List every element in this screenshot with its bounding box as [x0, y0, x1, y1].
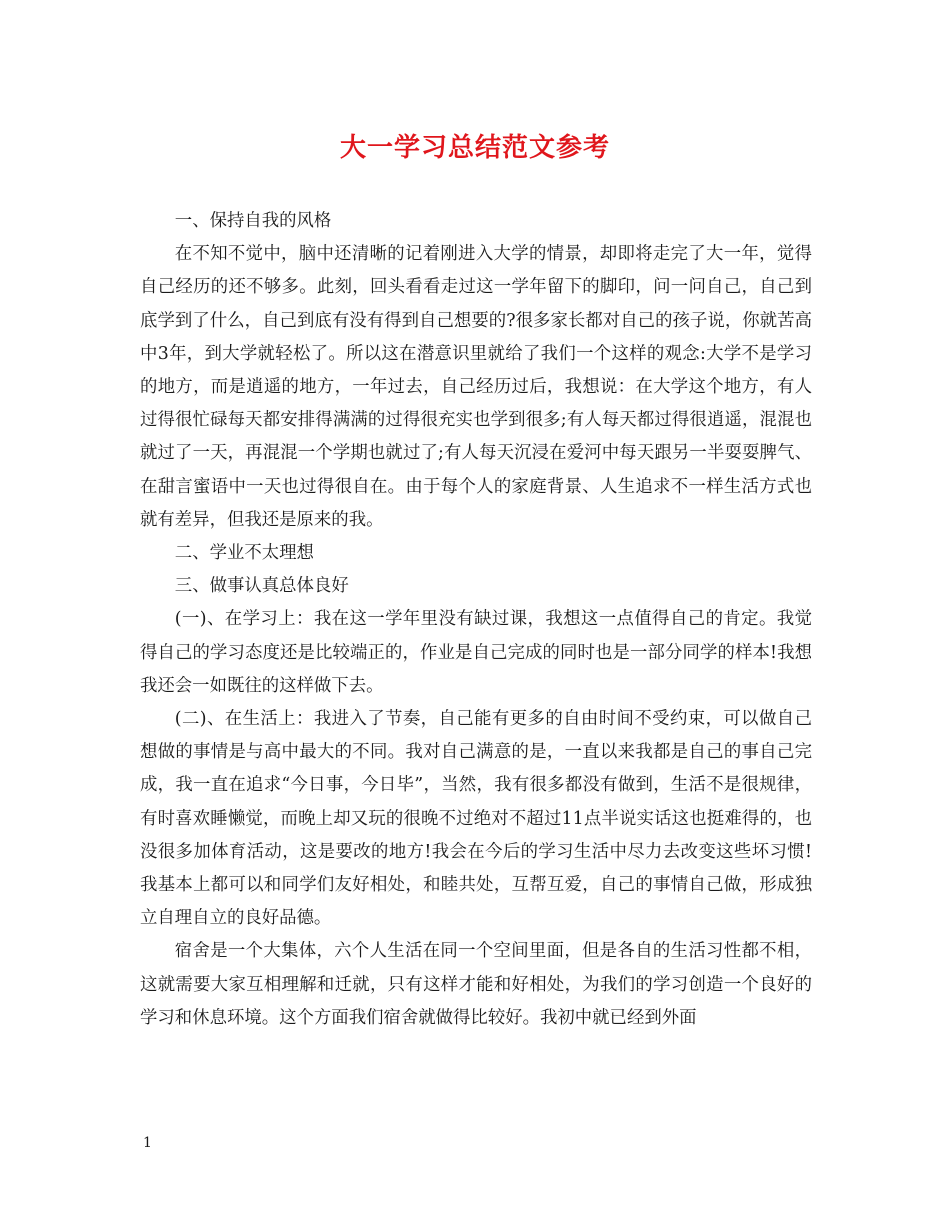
paragraph-dormitory: 宿舍是一个大集体，六个人生活在同一个空间里面，但是各自的生活习性都不相，这就需要大家互相理解和迁就，只有这样才能和好相处，为我们的学习创造一个良好的学习和休息环境。这个方面我们宿舍就做得比较好。我初中就已经到外面 [140, 941, 812, 1028]
heading-serious-work: 三、做事认真总体良好 [174, 576, 349, 597]
heading-study-not-ideal: 二、学业不太理想 [174, 543, 314, 564]
paragraph-study: (一)、在学习上：我在这一学年里没有缺过课，我想这一点值得自己的肯定。我觉得自己的学习态度还是比较端正的，作业是自己完成的同时也是一部分同学的样本!我想我还会一如既往的这样做下去。 [140, 609, 812, 696]
paragraph-keep-style: 在不知不觉中，脑中还清晰的记着刚进入大学的情景，却即将走完了大一年，觉得自己经历的还不够多。此刻，回头看看走过这一学年留下的脚印，问一问自己，自己到底学到了什么，自己到底有没有得到自己想要的?很多家长都对自己的孩子说，你就苦高中3年，到大学就轻松了。所以这在潜意识里就给了我们一个这样的观念:大学不是学习的地方，而是逍遥的地方，一年过去，自己经历过后，我想说：在大学这个地方，有人过得很忙碌每天都安排得满满的过得很充实也学到很多;有人每天都过得很逍遥，混混也就过了一天，再混混一个学期也就过了;有人每天沉浸在爱河中每天跟另一半耍耍脾气、在甜言蜜语中一天也过得很自在。由于每个人的家庭背景、人生追求不一样生活方式也就有差异，但我还是原来的我。 [140, 244, 812, 530]
document-body [140, 205, 812, 1035]
document-title: 大一学习总结范文参考 [339, 133, 610, 163]
heading-keep-style: 一、保持自我的风格 [174, 211, 332, 231]
page-number: 1 [143, 1135, 152, 1151]
paragraph-life: (二)、在生活上：我进入了节奏，自己能有更多的自由时间不受约束，可以做自己想做的事情是与高中最大的不同。我对自己满意的是，一直以来我都是自己的事自己完成，我一直在追求“今日事，今日毕”，当然，我有很多都没有做到，生活不是很规律，有时喜欢睡懒觉，而晚上却又玩的很晚不过绝对不超过11点半说实话这也挺难得的，也没很多加体育活动，这是要改的地方!我会在今后的学习生活中尽力去改变这些坏习惯!我基本上都可以和同学们友好相处，和睦共处，互帮互爱，自己的事情自己做，形成独立自理自立的良好品德。 [140, 709, 812, 929]
